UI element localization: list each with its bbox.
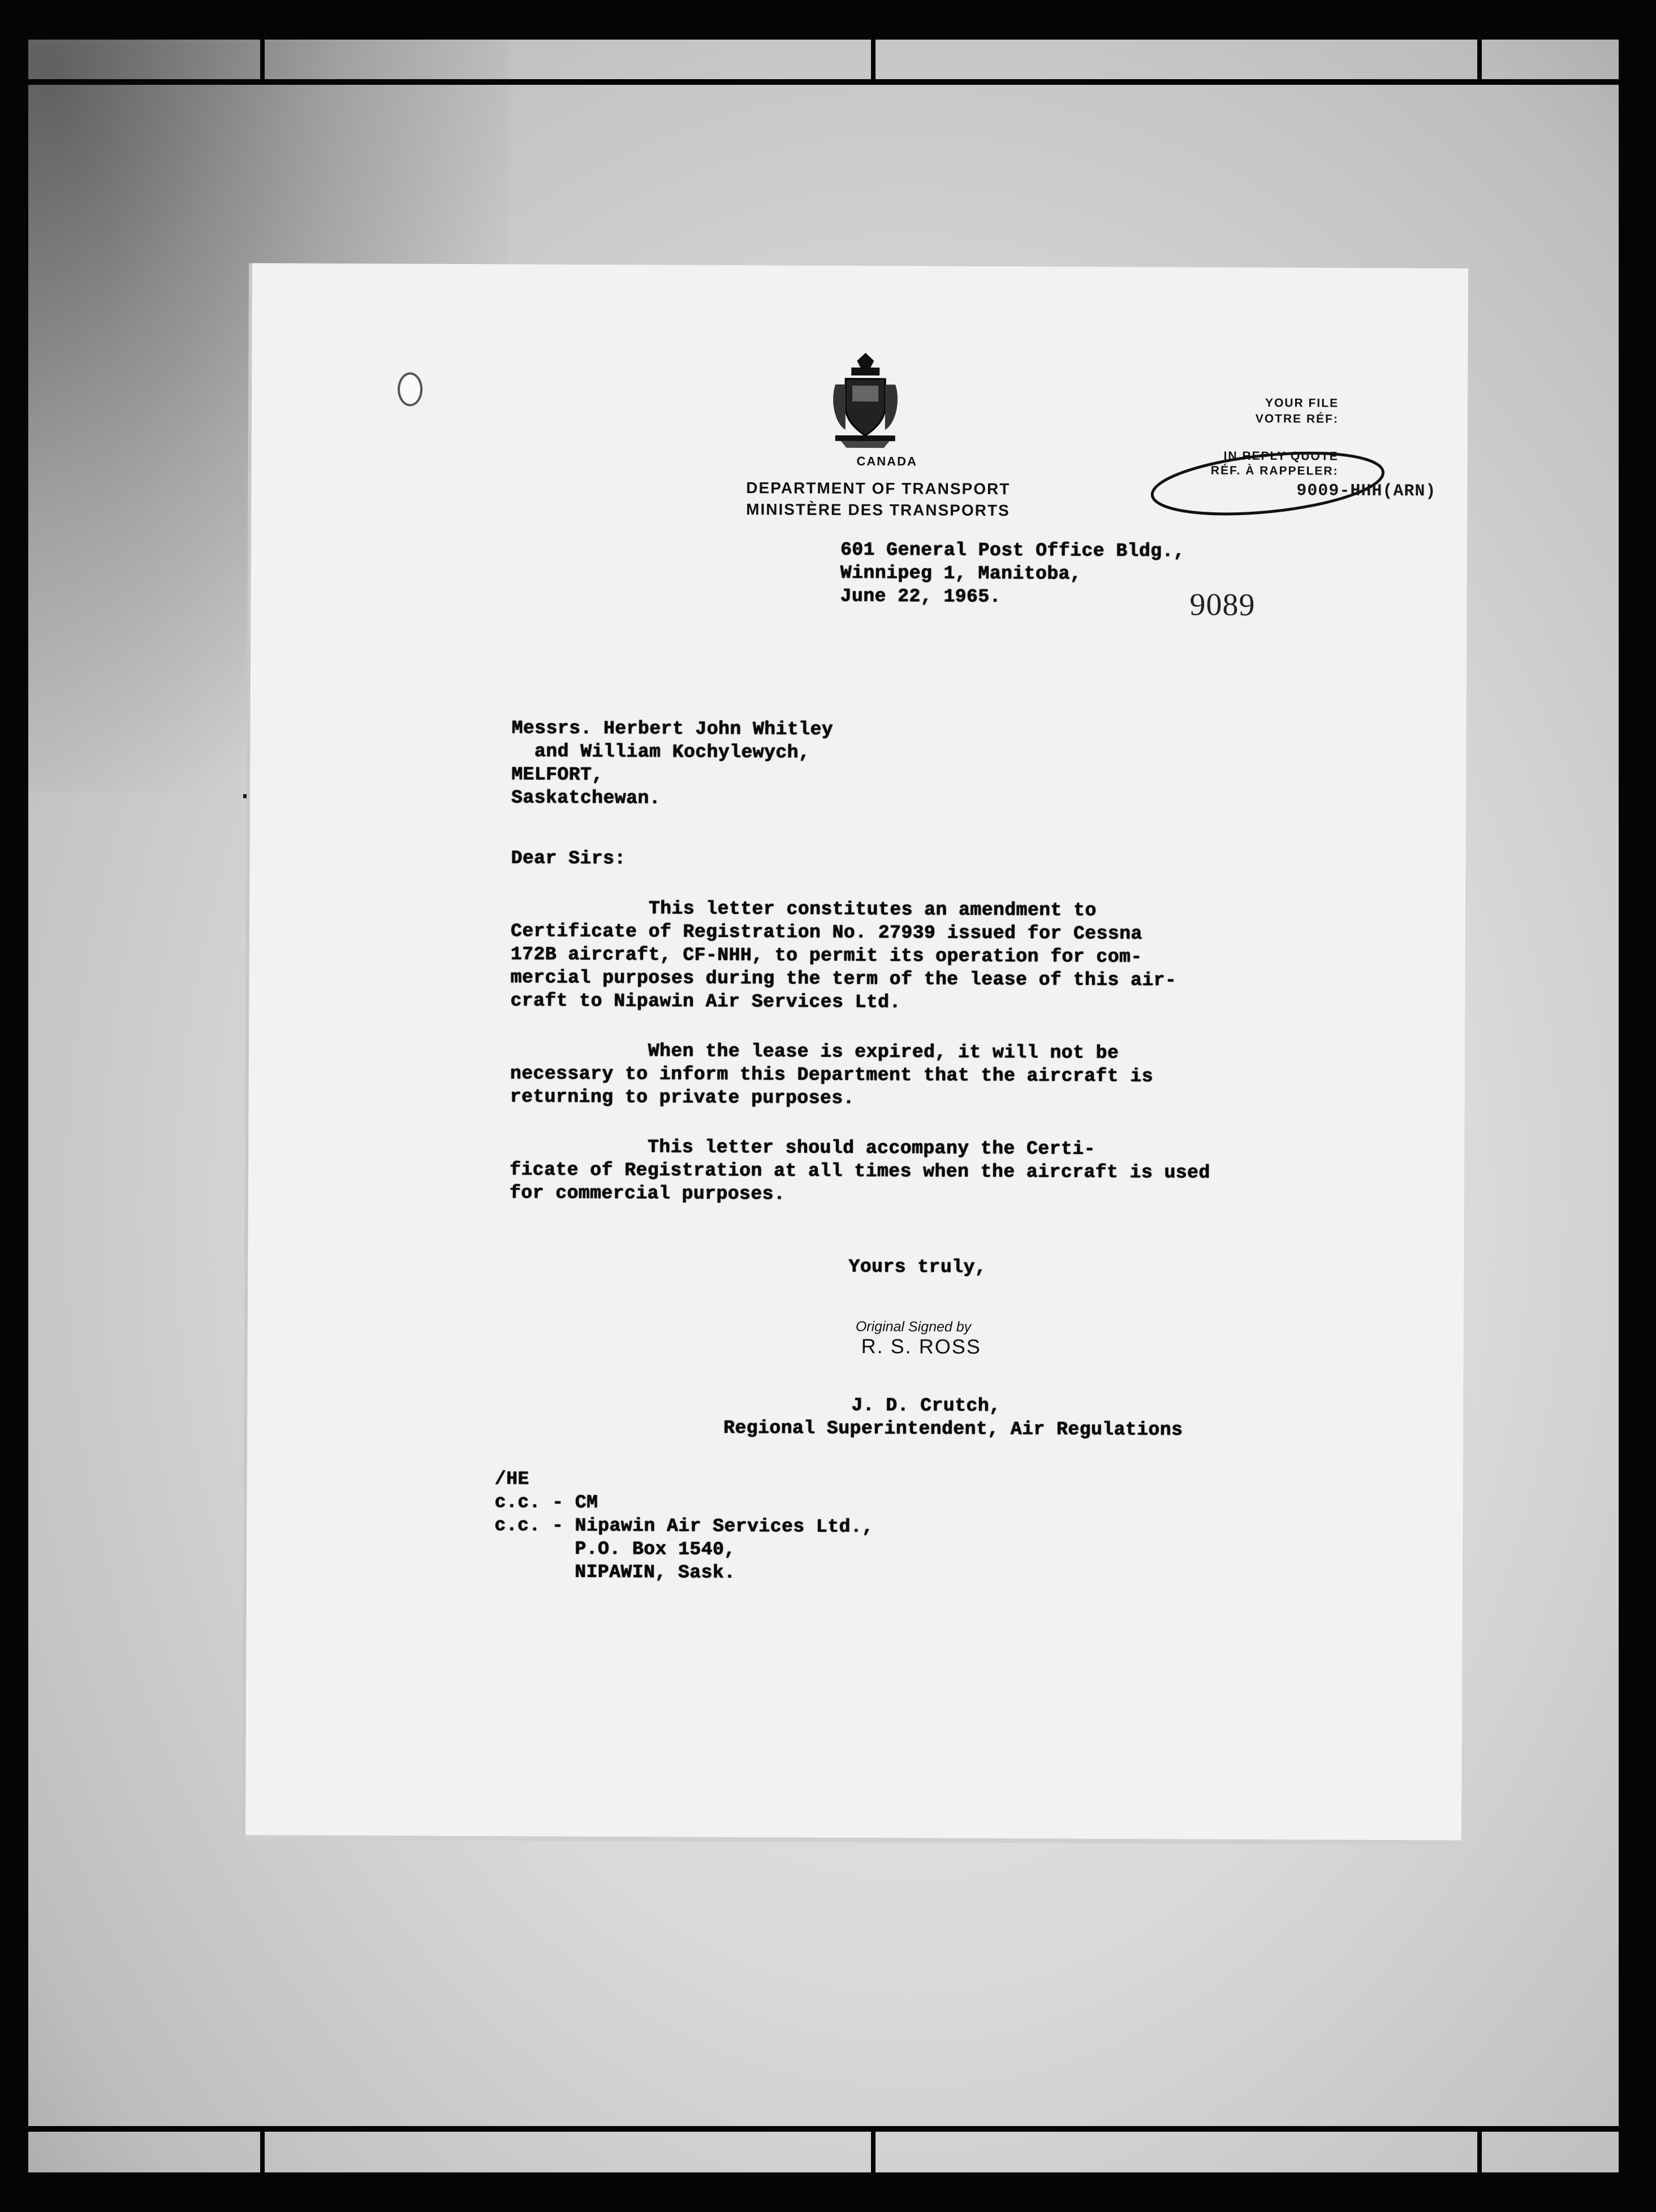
your-file-label: YOUR FILE	[1265, 396, 1339, 410]
film-line-bottom	[0, 2126, 1656, 2132]
distribution-line: NIPAWIN, Sask.	[494, 1561, 736, 1584]
sender-address-line: Winnipeg 1, Manitoba,	[840, 562, 1082, 585]
ref-a-rappeler-label: RÉF. À RAPPELER:	[1210, 464, 1339, 478]
distribution-line: P.O. Box 1540,	[494, 1538, 736, 1561]
film-tick	[871, 17, 876, 79]
body-line: When the lease is expired, it will not be	[510, 1040, 1119, 1064]
film-tick	[1477, 17, 1482, 79]
recipient-line: MELFORT,	[511, 764, 603, 786]
letterhead-department-fr: MINISTÈRE DES TRANSPORTS	[746, 500, 1010, 520]
signature-stamp-label: Original Signed by	[855, 1318, 972, 1335]
letterhead-country: CANADA	[856, 453, 917, 469]
punch-hole	[398, 372, 422, 406]
body-line: This letter should accompany the Certi-	[510, 1136, 1096, 1160]
recipient-line: and William Kochylewych,	[511, 741, 810, 763]
letter-date: June 22, 1965.	[840, 585, 1001, 608]
film-tick	[871, 2132, 876, 2183]
votre-ref-label: VOTRE RÉF:	[1255, 412, 1339, 426]
body-line: mercial purposes during the term of the lease of this air-	[510, 967, 1177, 991]
film-edge-left	[0, 0, 28, 2212]
signatory-title: Regional Superintendent, Air Regulations	[723, 1417, 1183, 1441]
film-edge-right	[1619, 0, 1656, 2212]
film-tick	[1477, 2132, 1482, 2183]
recipient-line: Saskatchewan.	[511, 787, 661, 809]
distribution-line: /HE	[494, 1468, 529, 1490]
film-line-top	[0, 79, 1656, 85]
recipient-line: Messrs. Herbert John Whitley	[511, 718, 834, 740]
letterhead-department-en: DEPARTMENT OF TRANSPORT	[746, 479, 1011, 498]
body-line: for commercial purposes.	[509, 1182, 786, 1205]
body-line: ficate of Registration at all times when the aircraft is used	[510, 1159, 1210, 1183]
body-line: This letter constitutes an amendment to	[511, 897, 1097, 921]
distribution-line: c.c. - CM	[494, 1492, 598, 1514]
film-border-top	[0, 0, 1656, 40]
sender-address-line: 601 General Post Office Bldg.,	[840, 539, 1185, 562]
film-tick	[260, 2132, 265, 2183]
closing: Yours truly,	[848, 1256, 987, 1278]
body-line: craft to Nipawin Air Services Ltd.	[510, 990, 901, 1013]
body-line: necessary to inform this Department that the aircraft is	[510, 1063, 1153, 1087]
body-line: 172B aircraft, CF-NHH, to permit its operation for com-	[510, 944, 1142, 968]
salutation: Dear Sirs:	[511, 848, 626, 870]
file-reference-number: 9009-HHH(ARN)	[1296, 481, 1437, 502]
body-line: Certificate of Registration No. 27939 issued for Cessna	[510, 921, 1142, 945]
stamp-number: 9089	[1189, 587, 1256, 623]
canada-coat-of-arms-icon	[830, 351, 902, 450]
film-border-bottom	[0, 2172, 1656, 2212]
in-reply-quote-label: IN REPLY QUOTE	[1223, 449, 1339, 463]
distribution-line: c.c. - Nipawin Air Services Ltd.,	[494, 1515, 874, 1538]
letter-page	[245, 263, 1468, 1840]
signature-stamp-name: R. S. ROSS	[861, 1334, 981, 1358]
body-line: returning to private purposes.	[510, 1086, 855, 1109]
signatory-name: J. D. Crutch,	[851, 1394, 1001, 1417]
film-tick	[260, 17, 265, 79]
